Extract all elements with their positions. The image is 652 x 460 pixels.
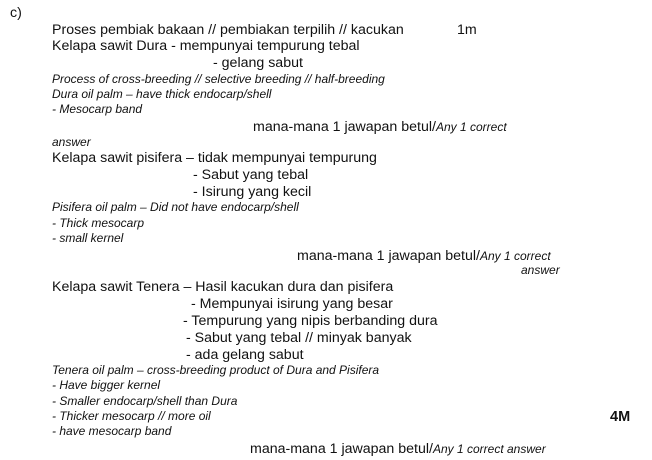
s3-answer <box>250 441 546 457</box>
s2-en2: - Thick mesocarp <box>52 216 145 230</box>
s1-en1: Process of cross-breeding // selective breeding // half-breeding <box>52 72 385 86</box>
s2-line2: - Sabut yang tebal <box>193 167 309 183</box>
s1-line3: - gelang sabut <box>213 55 303 71</box>
s3-answer-en: Any 1 correct answer <box>432 442 546 456</box>
s3-answer-ms: mana-mana 1 jawapan betul/ <box>250 441 433 457</box>
s3-en3: - Smaller endocarp/shell than Dura <box>52 394 238 408</box>
s1-line1: Proses pembiak bakaan // pembiakan terpilih // kacukan <box>52 22 404 38</box>
question-label: c) <box>10 5 22 21</box>
s2-en1: Pisifera oil palm – Did not have endocarp/shell <box>52 200 299 214</box>
s2-line1: Kelapa sawit pisifera – tidak mempunyai tempurung <box>52 150 377 166</box>
s1-en2: Dura oil palm – have thick endocarp/shell <box>52 87 272 101</box>
s2-answer <box>297 248 551 264</box>
s1-answer-en-cont: answer <box>52 135 91 149</box>
s2-en3: - small kernel <box>52 231 124 245</box>
s3-en4: - Thicker mesocarp // more oil <box>52 409 211 423</box>
s3-line4: - Sabut yang tebal // minyak banyak <box>186 330 412 346</box>
s3-line3: - Tempurung yang nipis berbanding dura <box>183 313 438 329</box>
s2-answer-en: Any 1 correct <box>479 249 551 263</box>
s1-line2: Kelapa sawit Dura - mempunyai tempurung tebal <box>52 38 360 54</box>
s3-line5: - ada gelang sabut <box>186 347 304 363</box>
s1-mark: 1m <box>457 22 477 38</box>
s3-en2: - Have bigger kernel <box>52 378 161 392</box>
total-mark: 4M <box>610 409 631 425</box>
s1-answer-en: Any 1 correct <box>435 120 507 134</box>
s3-line2: - Mempunyai isirung yang besar <box>191 296 393 312</box>
s3-en1: Tenera oil palm – cross-breeding product of Dura and Pisifera <box>52 363 380 377</box>
s2-answer-ms: mana-mana 1 jawapan betul/ <box>297 248 480 264</box>
s1-answer-ms: mana-mana 1 jawapan betul/ <box>253 119 436 135</box>
s3-en5: - have mesocarp band <box>52 424 172 438</box>
s3-line1: Kelapa sawit Tenera – Hasil kacukan dura dan pisifera <box>52 279 394 295</box>
s2-answer-en-cont: answer <box>521 263 560 277</box>
s2-line3: - Isirung yang kecil <box>193 184 312 200</box>
s1-en3: - Mesocarp band <box>52 102 143 116</box>
s1-answer <box>253 119 507 135</box>
